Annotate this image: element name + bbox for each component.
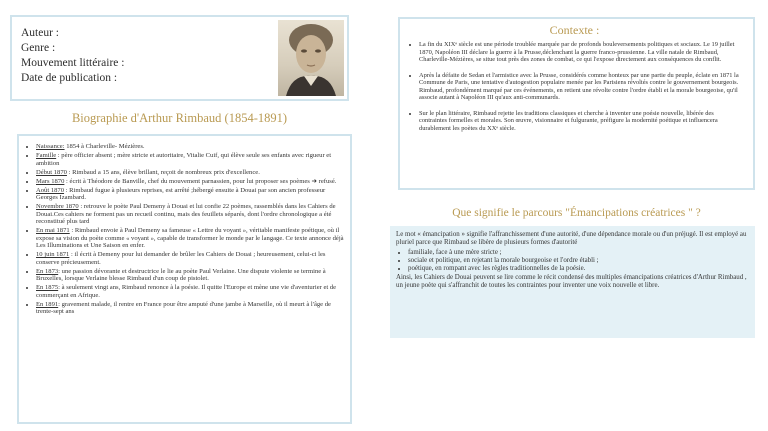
list-item: • Août 1870 : Rimbaud fugue à plusieurs reprises, est arrêté ;hébergé ensuite à Douai par son ancien professeur Georges Izambard. bbox=[36, 187, 344, 202]
list-item: • 10 juin 1871 : il écrit à Demeny pour lui demander de brûler les Cahiers de Douai ; heureusement, celui-ci les conserve précieusement. bbox=[36, 251, 344, 266]
list-item: • La fin du XIXᵉ siècle est une période troublée marquée par de profonds bouleversements politiques et sociaux. Le 19 juillet 1870, Napoléon III déclare la guerre à la Prusse,déclenchant la guerre franco-prussienne. La ville natale de Rimbaud, Charleville-Mézières, se situe tout près des zones de combat, ce qui l'expose directement aux conséquences du conflit. bbox=[419, 41, 743, 64]
context-box bbox=[398, 17, 755, 190]
parcours-box bbox=[390, 226, 755, 338]
list-item: • Novembre 1870 : retrouve le poète Paul Demeny à Douai et lui confie 22 poèmes, rassemblés dans les Cahiers de Douai.Ces cahiers ne forment pas un recueil continu, mais des feuillets séparés, dont l'ordre chronologique a été reconstitué plus tard bbox=[36, 203, 344, 225]
biography-title: Biographie d'Arthur Rimbaud (1854-1891) bbox=[71, 111, 288, 125]
parcours-conclusion: Ainsi, les Cahiers de Douai peuvent se lire comme le récit condensé des multiples émancipations créatrices d'Arthur Rimbaud , un jeune poète qui s'affranchit de toutes les contraintes pour inventer une voix nouvelle et libre. bbox=[396, 274, 747, 290]
rimbaud-portrait bbox=[278, 20, 344, 96]
list-item: • Famille : père officier absent ; mère stricte et autoritaire, Vitalie Cuif, qui élève seule ses enfants avec rigueur et ambition bbox=[36, 152, 344, 167]
context-list bbox=[406, 41, 743, 132]
identity-fields bbox=[21, 26, 124, 86]
parcours-title: Que signifie le parcours "Émancipations créatrices " ? bbox=[452, 207, 701, 219]
list-item: • En 1875: à seulement vingt ans, Rimbaud renonce à la poésie. Il quitte l'Europe et mène une vie d'aventurier et de commerçant en Afrique. bbox=[36, 284, 344, 299]
parcours-intro: Le mot « émancipation » signifie l'affranchissement d'une autorité, d'une dépendance morale ou d'un préjugé. Il est employé au pluriel parce que Rimbaud se libère de plusieurs formes d'autorité bbox=[396, 231, 747, 246]
list-item: • En 1873: une passion dévorante et destructrice le lie au poète Paul Verlaine. Une dispute violente se termine à Bruxelles, lorsque Verlaine blesse Rimbaud d'un coup de pistolet. bbox=[36, 268, 344, 283]
list-item: • Naissance: 1854 à Charleville- Mézières. bbox=[36, 143, 344, 150]
list-item: • En 1891: gravement malade, il rentre en France pour être amputé d'une jambe à Marseille, où il meurt à l'âge de trente-sept ans bbox=[36, 301, 344, 316]
genre-label: Genre : bbox=[21, 42, 56, 54]
parcours-list bbox=[396, 249, 747, 274]
list-item: • Après la défaite de Sedan et l'armistice avec la Prusse, considérés comme honteux par une partie du peuple, éclate en 1871 la Commune de Paris, une tentative d'autogestion populaire menée par les Parisiens révoltés contre le gouvernement bourgeois. Rimbaud, profondément marqué par ces événements, en retient une révolte contre l'ordre établi et la morale bourgeoise, qu'il associe autant à Napoléon III qu'aux anti-communards. bbox=[419, 72, 743, 102]
list-item: • familiale, face à une mère stricte ; bbox=[408, 249, 747, 257]
author-label: Auteur : bbox=[21, 27, 60, 39]
movement-label: Mouvement littéraire : bbox=[21, 57, 125, 69]
publication-date-label: Date de publication : bbox=[21, 72, 118, 84]
list-item: • poétique, en rompant avec les règles traditionnelles de la poésie. bbox=[408, 265, 747, 273]
list-item: • Mars 1870 : écrit à Théodore de Banville, chef du mouvement parnassien, pour lui proposer ses poèmes ➜ refusé. bbox=[36, 178, 344, 185]
biography-box bbox=[17, 134, 352, 424]
list-item: • sociale et politique, en rejetant la morale bourgeoise et l'ordre établi ; bbox=[408, 257, 747, 265]
context-title: Contexte : bbox=[549, 23, 600, 37]
list-item: • Sur le plan littéraire, Rimbaud rejette les traditions classiques et cherche à inventer une poésie nouvelle, libérée des contraintes formelles et morales. Son œuvre, visionnaire et fulgurante, préfigure la modernité poétique et influencera durablement les poètes du XXᵉ siècle. bbox=[419, 110, 743, 133]
biography-list bbox=[23, 143, 344, 315]
list-item: • Début 1870 : Rimbaud a 15 ans, élève brillant, reçoit de nombreux prix d'excellence. bbox=[36, 169, 344, 176]
list-item: • En mai 1871 : Rimbaud envoie à Paul Demeny sa fameuse « Lettre du voyant », véritable manifeste poétique, où il expose sa vision du poète comme « voyant », capable de transformer le monde par le langage. Ce texte annonce déjà Les Illuminations et Une Saison en enfer. bbox=[36, 227, 344, 249]
identity-card bbox=[10, 15, 349, 101]
